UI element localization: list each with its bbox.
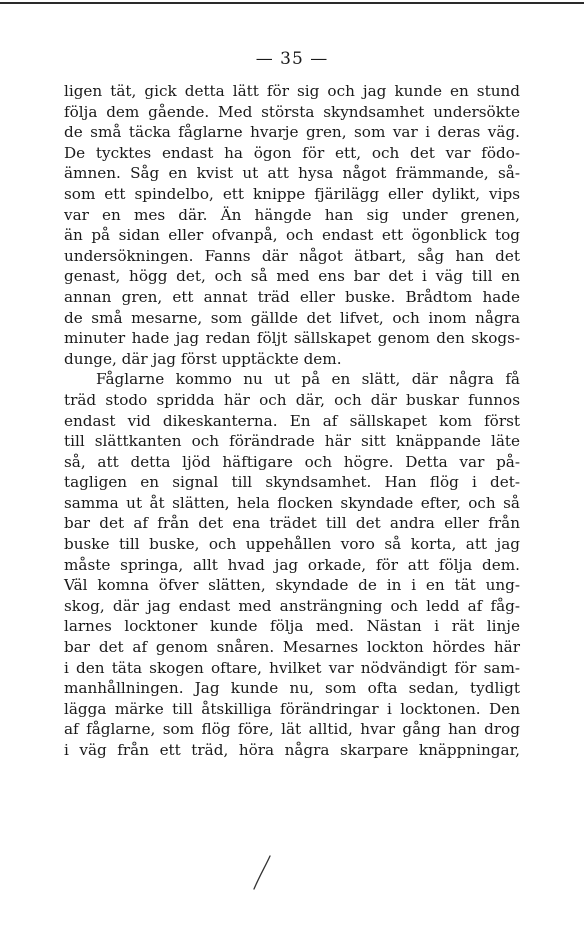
text-line: lägga märke till åtskilliga förändringar i locktonen. Den [64,699,520,718]
text-line: buske till buske, och uppehållen voro så korta, att jag [64,535,520,554]
text-line: undersökningen. Fanns där något ätbart, såg han det [64,246,520,265]
text-line: än på sidan eller ofvanpå, och endast ett ögonblick tog [64,226,520,245]
text-line: ligen tät, gick detta lätt för sig och jag kunde en stund [64,82,520,100]
text-line: larnes locktoner kunde följa med. Nästan i rät linje [64,617,520,636]
text-line: De tycktes endast ha ögon för ett, och det var födo- [64,143,520,162]
text-line: de små täcka fåglarne hvarje gren, som var i deras väg. [64,123,520,142]
text-line: manhållningen. Jag kunde nu, som ofta sedan, tydligt [64,679,520,698]
text-line: som ett spindelbo, ett knippe fjärilägg eller dylikt, vips [64,184,520,203]
text-line: till slättkanten och förändrade här sitt knäppande läte [64,432,520,451]
text-line: genast, högg det, och så med ens bar det i väg till en [64,267,520,286]
text-line: måste springa, allt hvad jag orkade, för att följa dem. [64,555,520,574]
text-line: så, att detta ljöd häftigare och högre. Detta var på- [64,452,520,471]
pencil-mark [248,853,278,893]
text-line: dunge, där jag först upptäckte dem. [64,349,342,368]
text-line: Väl komna öfver slätten, skyndade de in i en tät ung- [64,576,520,595]
paragraph-first-line: Fåglarne kommo nu ut på en slätt, där några få [96,370,520,389]
text-line: följa dem gående. Med största skyndsamhet undersökte [64,102,520,121]
top-rule [0,2,584,4]
text-line: träd stodo spridda här och där, och där buskar funnos [64,390,520,409]
text-line: endast vid dikeskanterna. En af sällskapet kom först [64,411,520,430]
text-line: minuter hade jag redan följt sällskapet genom den skogs- [64,329,520,348]
text-line: af fåglarne, som flög före, lät alltid, hvar gång han drog [64,720,520,739]
text-line: samma ut åt slätten, hela flocken skyndade efter, och så [64,493,520,512]
text-line: bar det af från det ena trädet till det andra eller från [64,514,520,533]
body-text [64,81,520,761]
text-line: var en mes där. Än hängde han sig under grenen, [64,205,520,224]
text-line: bar det af genom snåren. Mesarnes lockton hördes här [64,638,520,657]
text-line: de små mesarne, som gällde det lifvet, och inom några [64,308,520,327]
text-line: tagligen en signal till skyndsamhet. Han flög i det- [64,473,520,492]
text-line: annan gren, ett annat träd eller buske. Brådtom hade [64,287,520,306]
text-line: i väg från ett träd, höra några skarpare knäppningar, [64,741,520,759]
text-line: i den täta skogen oftare, hvilket var nödvändigt för sam- [64,658,520,677]
text-line: ämnen. Såg en kvist ut att hysa något främmande, så- [64,164,520,183]
page-number: — 35 — [255,49,329,69]
text-line: skog, där jag endast med ansträngning och ledd af fåg- [64,596,520,615]
